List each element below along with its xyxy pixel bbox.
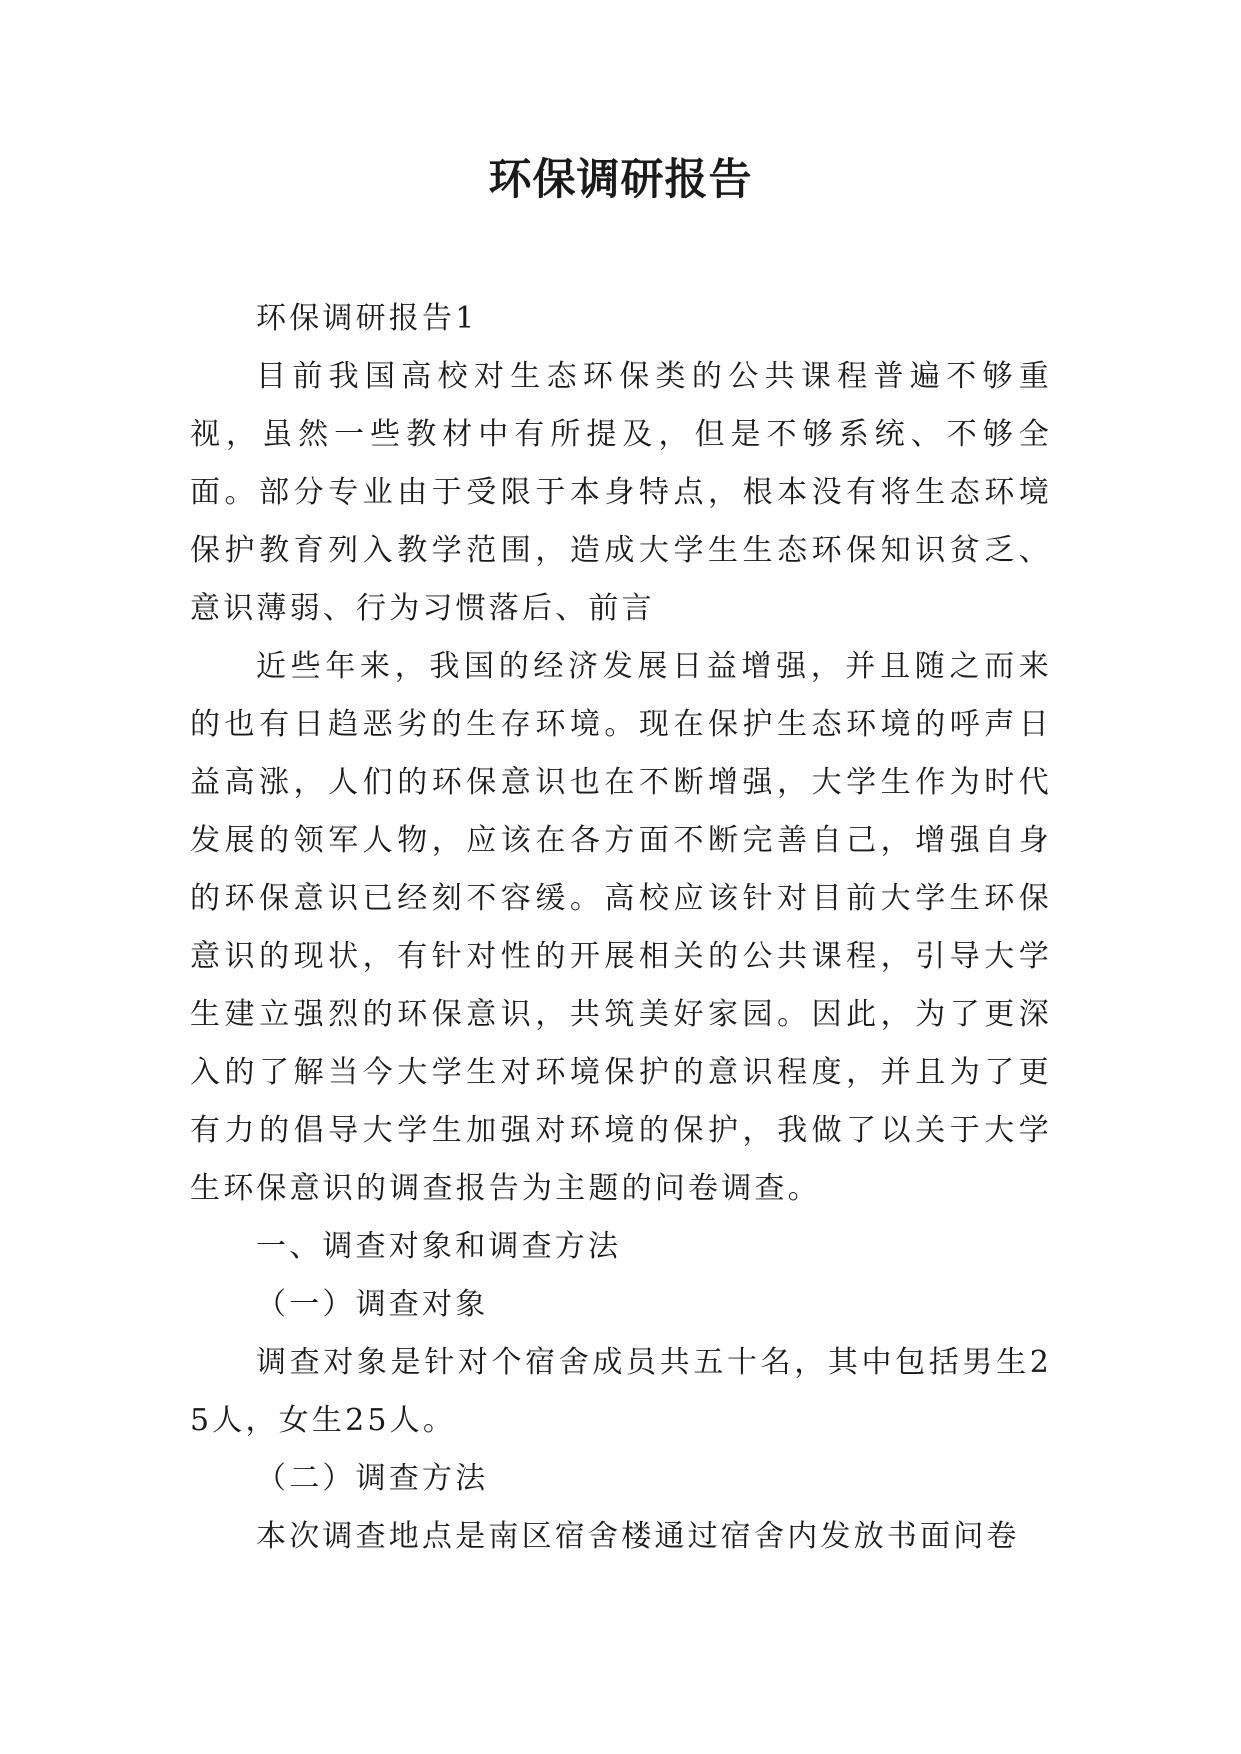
heading-survey-subjects-and-methods: 一、调查对象和调查方法 — [256, 1229, 622, 1264]
document-body — [190, 290, 1052, 1566]
paragraph-survey-subjects: 调查对象是针对个宿舍成员共五十名，其中包括男生25人，女生25人。 — [190, 1345, 1052, 1438]
paragraph-survey-methods: 本次调查地点是南区宿舍楼通过宿舍内发放书面问卷 — [256, 1519, 1020, 1554]
section-title: 环保调研报告1 — [256, 301, 478, 336]
subheading-survey-subjects: （一）调查对象 — [256, 1287, 489, 1322]
paragraph-background: 近些年来，我国的经济发展日益增强，并且随之而来的也有日趋恶劣的生存环境。现在保护生态环境的呼声日益高涨，人们的环保意识也在不断增强，大学生作为时代发展的领军人物，应该在各方面不断完善自己，增强自身的环保意识已经刻不容缓。高校应该针对目前大学生环保意识的现状，有针对性的开展相关的公共课程，引导大学生建立强烈的环保意识，共筑美好家园。因此，为了更深入的了解当今大学生对环境保护的意识程度，并且为了更有力的倡导大学生加强对环境的保护，我做了以关于大学生环保意识的调查报告为主题的问卷调查。 — [190, 649, 1052, 1206]
paragraph-intro: 目前我国高校对生态环保类的公共课程普遍不够重视，虽然一些教材中有所提及，但是不够系统、不够全面。部分专业由于受限于本身特点，根本没有将生态环境保护教育列入教学范围，造成大学生生态环保知识贫乏、意识薄弱、行为习惯落后、前言 — [190, 359, 1052, 626]
document-title: 环保调研报告 — [488, 155, 753, 205]
subheading-survey-methods: （二）调查方法 — [256, 1461, 489, 1496]
